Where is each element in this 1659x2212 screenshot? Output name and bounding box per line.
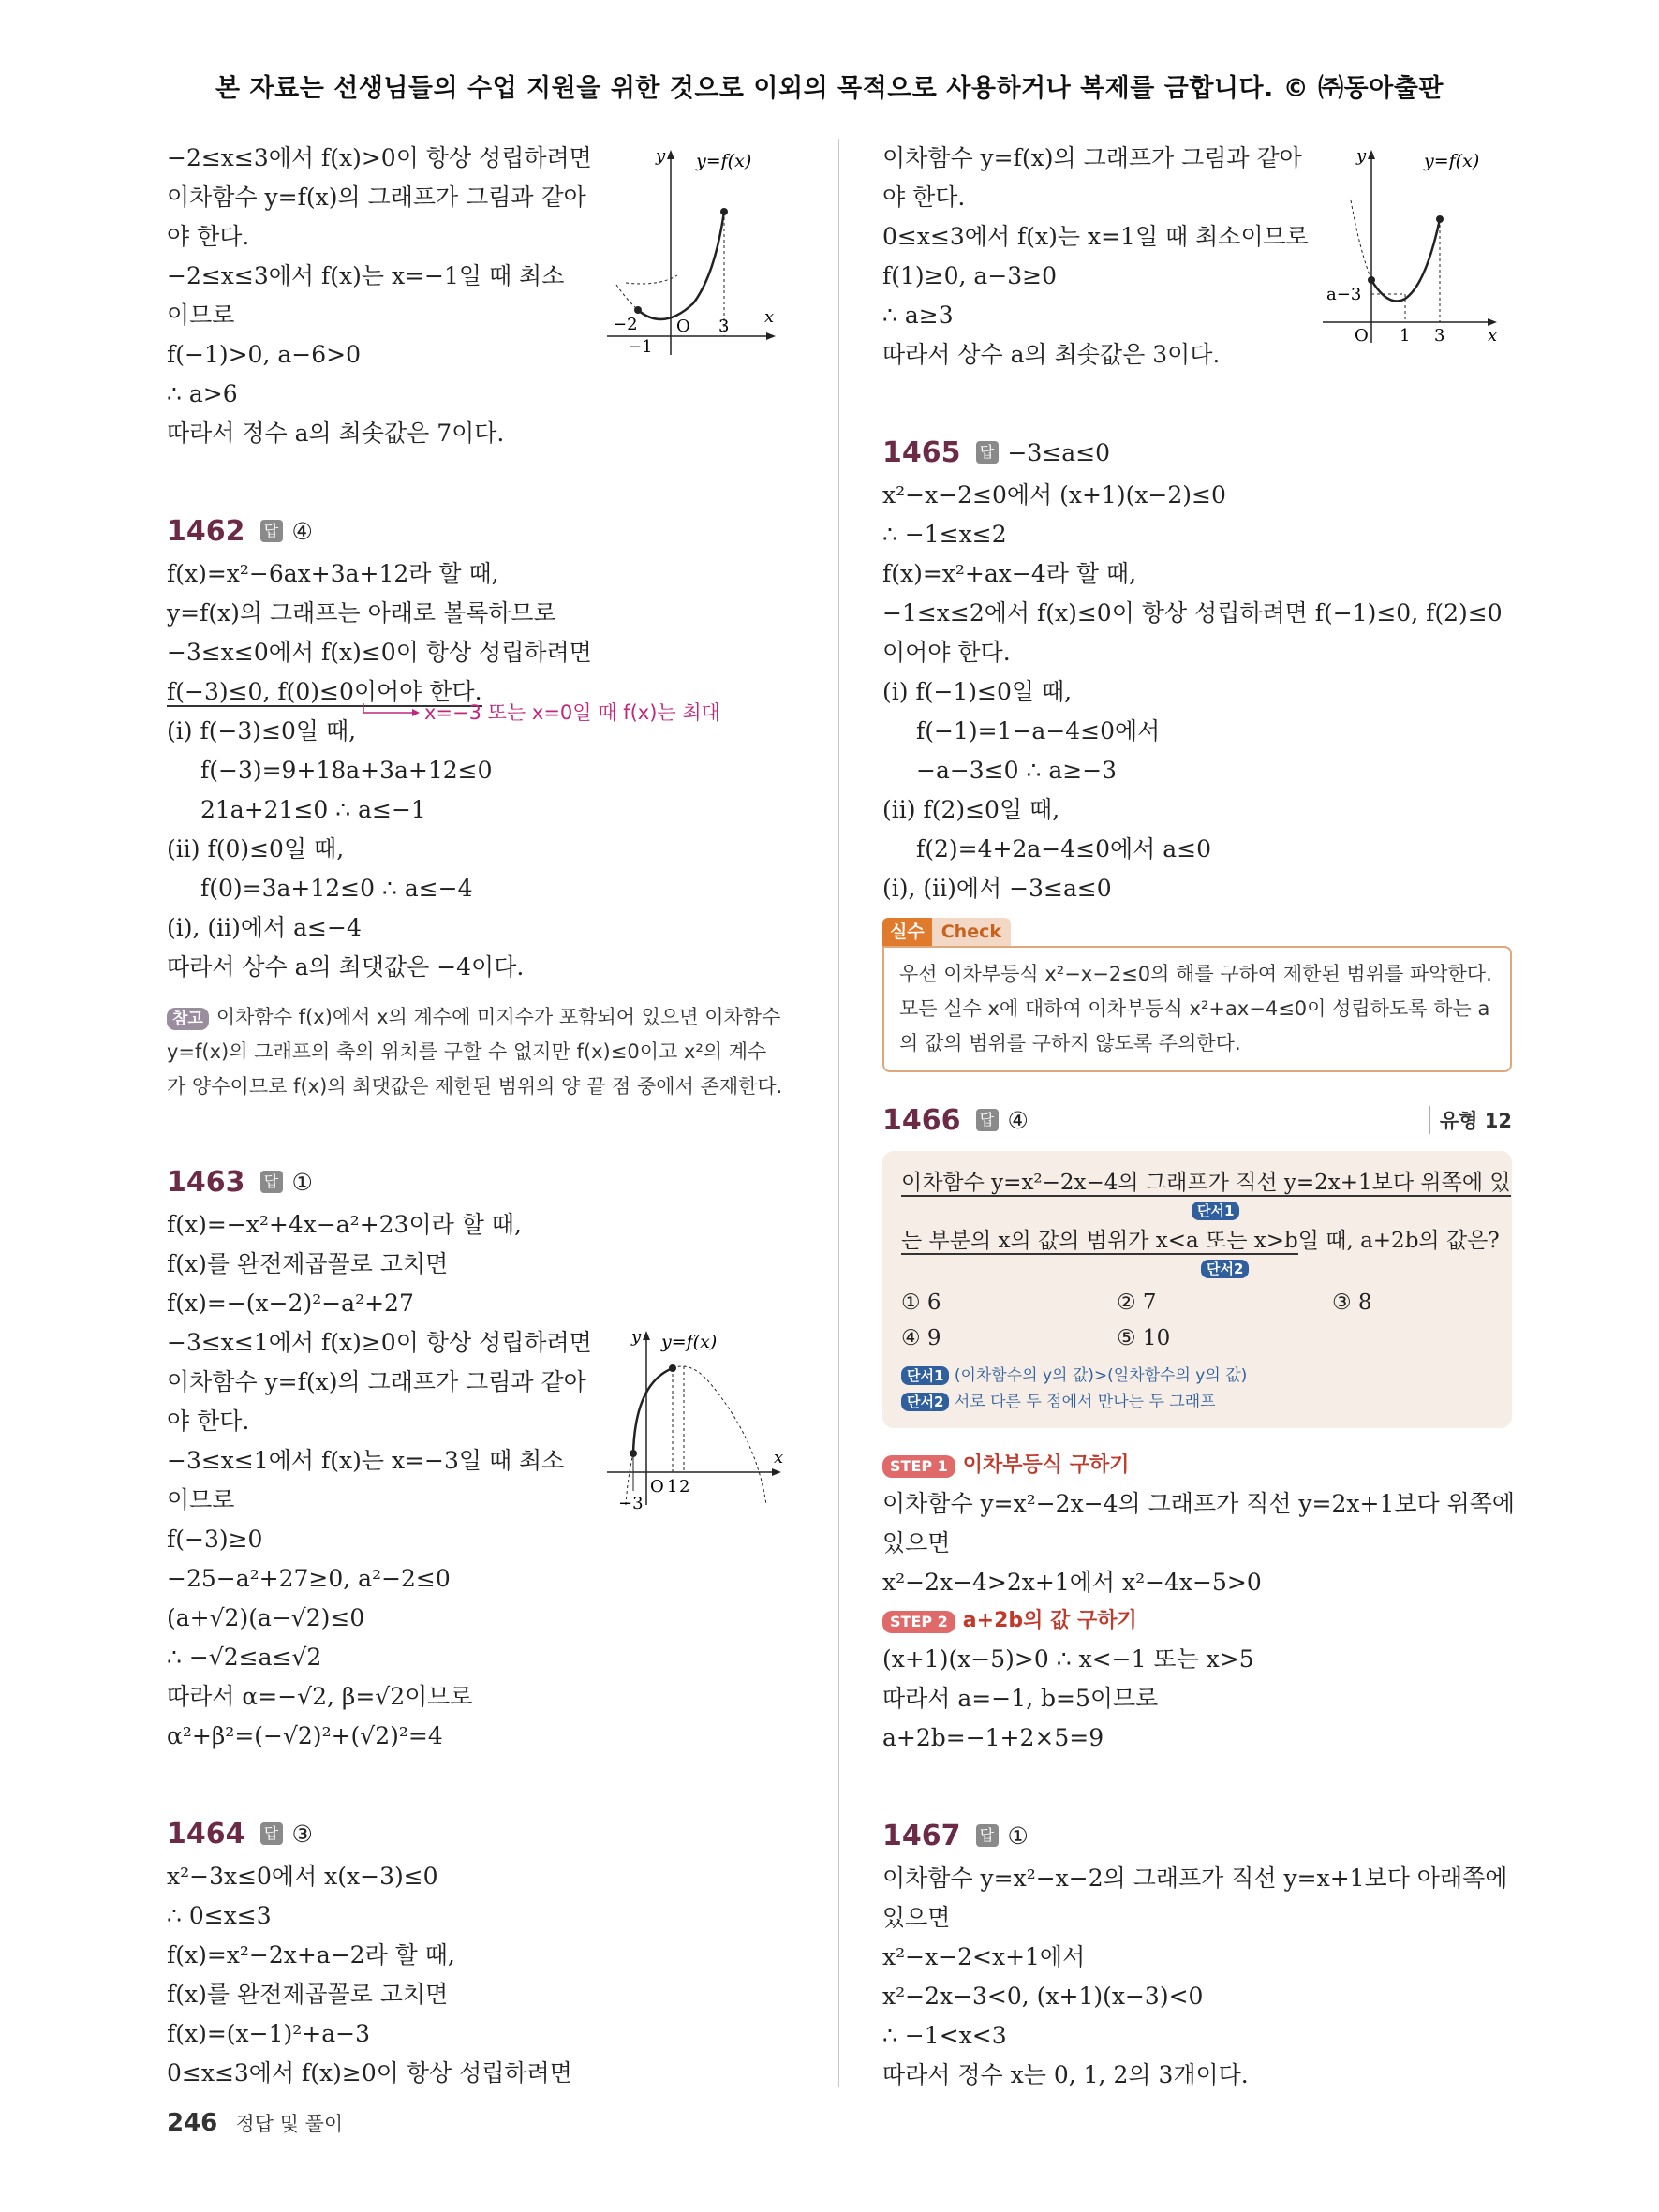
text-line: a+2b=−1+2×5=9 — [882, 1724, 1104, 1751]
right-column — [882, 139, 1516, 2095]
text-line: 21a+21≤0 ∴ a≤−1 — [200, 796, 426, 823]
graph-1463 — [607, 1327, 794, 1514]
text-line: 따라서 a=−1, b=5이므로 — [882, 1685, 1159, 1712]
text-line: −3≤x≤1에서 f(x)≥0이 항상 성립하려면 — [167, 1329, 592, 1356]
clue-1-marker: 단서1 — [1192, 1202, 1239, 1220]
answer-value: ① — [291, 1168, 313, 1196]
problem-1463-header — [167, 1158, 813, 1205]
tick-label: −2 — [613, 315, 638, 334]
answer-value: ④ — [291, 517, 313, 545]
problem-1463-body — [167, 1205, 813, 1756]
answer-icon: 답 — [260, 1171, 283, 1193]
function-label: y=f(x) — [1424, 151, 1480, 171]
clue-2-text: 서로 다른 두 점에서 만나는 두 그래프 — [954, 1393, 1216, 1411]
tick-label: 1 — [1400, 326, 1411, 346]
question-line: 이차함수 y=x²−2x−4의 그래프가 직선 y=2x+1보다 위쪽에 있 — [901, 1171, 1511, 1195]
note-line: y=f(x)의 그래프의 축의 위치를 구할 수 없지만 f(x)≤0이고 x²의 계수 — [167, 1040, 767, 1063]
text-line: f(x)를 완전제곱꼴로 고치면 — [167, 1250, 449, 1277]
copyright-banner: 본 자료는 선생님들의 수업 지원을 위한 것으로 이외의 목적으로 사용하거나 복제를 금합니다. © ㈜동아출판 — [215, 74, 1444, 103]
tick-label: O — [676, 317, 690, 336]
hint-arrow — [363, 695, 420, 734]
choice[interactable]: ④ 9 — [901, 1326, 941, 1350]
text-line: ∴ 0≤x≤3 — [167, 1902, 272, 1929]
text-line: 있으면 — [882, 1904, 951, 1931]
y-axis-label: y — [631, 1327, 642, 1347]
text-line: 이차함수 y=f(x)의 그래프가 그림과 같아 — [167, 1368, 586, 1395]
x-axis-label: x — [764, 307, 775, 327]
check-line: 모든 실수 x에 대하여 이차부등식 x²+ax−4≤0이 성립하도록 하는 a — [899, 997, 1490, 1020]
check-line: 우선 이차부등식 x²−x−2≤0의 해를 구하여 제한된 범위를 파악한다. — [899, 963, 1492, 985]
text-line: f(1)≥0, a−3≥0 — [882, 262, 1058, 289]
text-line: f(x)=x²+ax−4라 할 때, — [882, 560, 1137, 587]
x-axis-label: x — [774, 1448, 784, 1467]
answer-value: ③ — [291, 1820, 313, 1848]
text-line: f(x)=−(x−2)²−a²+27 — [167, 1290, 414, 1317]
answer-icon: 답 — [260, 1822, 283, 1845]
text-line: 따라서 상수 a의 최댓값은 −4이다. — [167, 953, 525, 981]
text-line: 이차함수 y=x²−x−2의 그래프가 직선 y=x+1보다 아래쪽에 — [882, 1865, 1508, 1892]
choice[interactable]: ① 6 — [901, 1290, 941, 1315]
text-line: (a+√2)(a−√2)≤0 — [167, 1604, 365, 1631]
text-line: x²−x−2<x+1에서 — [882, 1943, 1086, 1970]
function-label: y=f(x) — [661, 1332, 718, 1352]
choice[interactable]: ② 7 — [1117, 1290, 1157, 1315]
problem-1466-header — [882, 1097, 1512, 1143]
function-label: y=f(x) — [696, 151, 752, 171]
step-2-heading — [882, 1602, 1512, 1640]
check-line: 의 값의 범위를 구하지 않도록 주의한다. — [899, 1032, 1241, 1054]
text-line: −3≤x≤1에서 f(x)는 x=−3일 때 최소 — [167, 1447, 565, 1474]
text-line: (x+1)(x−5)>0 ∴ x<−1 또는 x>5 — [882, 1645, 1254, 1673]
x-axis-label: x — [1488, 326, 1498, 346]
text-line: (i), (ii)에서 a≤−4 — [167, 914, 362, 941]
text-line: f(−3)=9+18a+3a+12≤0 — [200, 757, 493, 784]
problem-number: 1463 — [167, 1165, 245, 1199]
text-line: 이차함수 y=f(x)의 그래프가 그림과 같아 — [882, 144, 1302, 171]
choice[interactable]: ⑤ 10 — [1117, 1326, 1171, 1350]
problem-1467-header — [882, 1812, 1512, 1859]
clue-1-text: (이차함수의 y의 값)>(일차함수의 y의 값) — [954, 1366, 1248, 1385]
text-line: (i), (ii)에서 −3≤a≤0 — [882, 875, 1112, 902]
intro-block — [167, 139, 813, 453]
text-line: f(0)=3a+12≤0 ∴ a≤−4 — [200, 875, 473, 902]
page-number: 246 — [167, 2109, 218, 2137]
answer-value: −3≤a≤0 — [1007, 438, 1111, 466]
text-line: 야 한다. — [167, 223, 250, 250]
text-line: −25−a²+27≥0, a²−2≤0 — [167, 1565, 451, 1592]
text-line: x²−2x−3<0, (x+1)(x−3)<0 — [882, 1983, 1204, 2010]
mistake-check-tab — [882, 918, 1011, 946]
text-line: 이차함수 y=f(x)의 그래프가 그림과 같아 — [167, 184, 586, 211]
text-line: (i) f(−3)≤0일 때, — [167, 717, 357, 745]
text-line: f(x)를 완전제곱꼴로 고치면 — [167, 1981, 449, 2008]
text-line: 따라서 정수 a의 최솟값은 7이다. — [167, 420, 505, 447]
note-line: 이차함수 f(x)에서 x의 계수에 미지수가 포함되어 있으면 이차함수 — [215, 1006, 781, 1028]
text-line: 이므로 — [167, 1486, 235, 1513]
tick-label: −1 — [628, 337, 653, 357]
text-line: ∴ a>6 — [167, 380, 238, 407]
problem-number: 1465 — [882, 435, 961, 469]
mistake-check-box — [882, 946, 1512, 1072]
text-line: 0≤x≤3에서 f(x)는 x=1일 때 최소이므로 — [882, 223, 1309, 250]
text-line: 따라서 α=−√2, β=√2이므로 — [167, 1683, 473, 1710]
underlined-condition: f(−3)≤0, f(0)≤0이어야 한다. — [167, 678, 482, 705]
text-line: 있으면 — [882, 1529, 951, 1556]
check-tab-label: Check — [932, 918, 1011, 946]
problem-number: 1467 — [882, 1819, 961, 1852]
tick-label: a−3 — [1326, 285, 1362, 304]
text-line: y=f(x)의 그래프는 아래로 볼록하므로 — [167, 599, 556, 627]
text-line: −1≤x≤2에서 f(x)≤0이 항상 성립하려면 f(−1)≤0, f(2)≤0 — [882, 599, 1503, 627]
text-line: 0≤x≤3에서 f(x)≥0이 항상 성립하려면 — [167, 2059, 572, 2087]
text-line: f(−1)=1−a−4≤0에서 — [916, 717, 1161, 745]
clue-2-marker: 단서2 — [1201, 1260, 1249, 1278]
text-line: −2≤x≤3에서 f(x)>0이 항상 성립하려면 — [167, 144, 592, 171]
text-line: −3≤x≤0에서 f(x)≤0이 항상 성립하려면 — [167, 639, 592, 666]
text-line: f(−1)>0, a−6>0 — [167, 341, 361, 368]
problem-1462-header — [167, 508, 813, 554]
text-line: f(x)=x²−6ax+3a+12라 할 때, — [167, 560, 499, 587]
intro-block — [882, 139, 1512, 375]
question-part: 일 때, a+2b의 값은? — [1297, 1229, 1500, 1253]
left-column — [167, 139, 813, 2093]
text-line: ∴ −1≤x≤2 — [882, 521, 1007, 548]
text-line: ∴ −1<x<3 — [882, 2022, 1007, 2049]
problem-number: 1462 — [167, 514, 245, 548]
step-badge: STEP 1 — [882, 1455, 955, 1478]
check-tab-label: 실수 — [882, 918, 932, 946]
tick-label: −3 — [618, 1494, 644, 1513]
text-line: −a−3≤0 ∴ a≥−3 — [916, 757, 1118, 784]
reference-note — [167, 1000, 813, 1104]
step-title: 이차부등식 구하기 — [962, 1453, 1130, 1477]
tick-label: O — [1355, 326, 1369, 346]
answer-value: ④ — [1007, 1106, 1029, 1134]
page-footer — [167, 2109, 343, 2137]
text-line: ∴ −√2≤a≤√2 — [167, 1644, 322, 1671]
text-line: f(x)=(x−1)²+a−3 — [167, 2020, 370, 2047]
tick-label: O — [650, 1477, 664, 1497]
step-1-heading — [882, 1447, 1512, 1484]
choice[interactable]: ③ 8 — [1332, 1290, 1372, 1315]
question-part: 는 부분의 x의 값의 범위가 — [901, 1229, 1156, 1253]
text-line: α²+β²=(−√2)²+(√2)²=4 — [167, 1722, 443, 1749]
text-line: ∴ a≥3 — [882, 302, 954, 329]
graph-1462-prev — [607, 144, 785, 360]
clue-1-marker: 단서1 — [901, 1366, 949, 1385]
footer-label: 정답 및 풀이 — [235, 2113, 344, 2135]
question-part: x<a 또는 x>b — [1155, 1229, 1298, 1253]
y-axis-label: y — [1356, 146, 1367, 166]
y-axis-label: y — [656, 146, 666, 166]
step-title: a+2b의 값 구하기 — [962, 1609, 1137, 1632]
answer-icon: 답 — [976, 1824, 999, 1847]
reference-badge: 참고 — [167, 1008, 209, 1030]
text-line: x²−2x−4>2x+1에서 x²−4x−5>0 — [882, 1569, 1262, 1596]
problem-box — [882, 1151, 1512, 1428]
text-line: 야 한다. — [167, 1408, 250, 1435]
text-line: −2≤x≤3에서 f(x)는 x=−1일 때 최소 — [167, 262, 565, 289]
problem-1464-header — [167, 1810, 813, 1857]
text-line: 이차함수 y=x²−2x−4의 그래프가 직선 y=2x+1보다 위쪽에 — [882, 1490, 1516, 1517]
step-badge: STEP 2 — [882, 1611, 955, 1633]
problem-number: 1464 — [167, 1817, 245, 1851]
choices — [901, 1286, 1493, 1355]
answer-icon: 답 — [260, 520, 283, 542]
text-line: f(−3)≥0 — [167, 1526, 263, 1553]
graph-1464 — [1323, 144, 1510, 350]
problem-number: 1466 — [882, 1103, 961, 1137]
answer-icon: 답 — [976, 441, 999, 464]
tick-label: 2 — [679, 1477, 690, 1497]
tick-label: 3 — [718, 317, 730, 336]
answer-value: ① — [1007, 1821, 1029, 1850]
text-line: (i) f(−1)≤0일 때, — [882, 678, 1073, 705]
text-line: 이어야 한다. — [882, 639, 1011, 666]
text-line: 따라서 정수 x는 0, 1, 2의 3개이다. — [882, 2061, 1249, 2088]
answer-icon: 답 — [976, 1109, 999, 1131]
problem-1465-header — [882, 429, 1512, 476]
tick-label: 1 — [667, 1477, 678, 1497]
text-line: (ii) f(0)≤0일 때, — [167, 835, 345, 863]
tick-label: 3 — [1434, 326, 1445, 346]
text-line: 이므로 — [167, 302, 235, 329]
text-line: 야 한다. — [882, 184, 966, 211]
text-line: f(2)=4+2a−4≤0에서 a≤0 — [916, 835, 1211, 863]
text-line: f(x)=−x²+4x−a²+23이라 할 때, — [167, 1211, 522, 1238]
hint-note: x=−3 또는 x=0일 때 f(x)는 최대 — [424, 701, 720, 724]
clue-2-marker: 단서2 — [901, 1393, 949, 1411]
text-line: f(x)=x²−2x+a−2라 할 때, — [167, 1941, 455, 1969]
text-line: 따라서 상수 a의 최솟값은 3이다. — [882, 341, 1221, 368]
text-line: x²−x−2≤0에서 (x+1)(x−2)≤0 — [882, 481, 1226, 509]
text-line: x²−3x≤0에서 x(x−3)≤0 — [167, 1863, 438, 1890]
text-line: (ii) f(2)≤0일 때, — [882, 796, 1060, 823]
column-divider — [838, 139, 839, 2087]
note-line: 가 양수이므로 f(x)의 최댓값은 제한된 범위의 양 끝 점 중에서 존재한다. — [167, 1075, 783, 1098]
type-tag: 유형 12 — [1429, 1106, 1512, 1134]
